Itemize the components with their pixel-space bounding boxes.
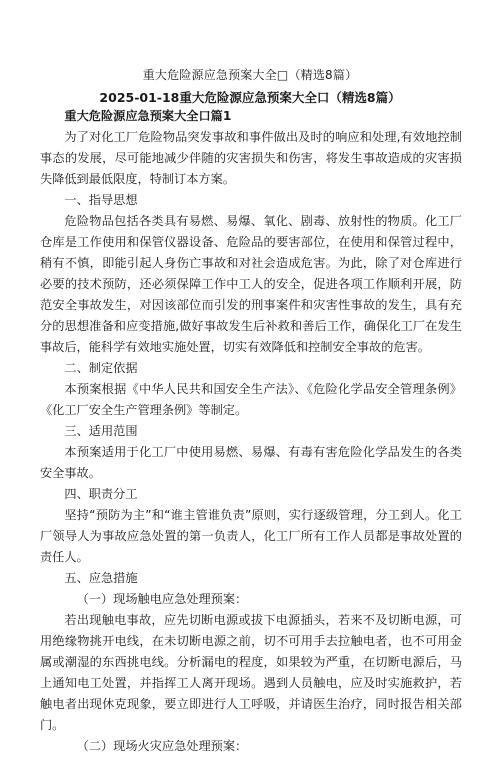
document-subtitle: 2025-01-18重大危险源应急预案大全口（精选8篇） — [99, 90, 401, 105]
paragraph: 为了对化工厂危险物品突发事故和事件做出及时的响应和处理,有效地控制事态的发展，尽可能地减少伴随的灾害损失和伤害，将发生事故造成的灾害损失降低到最低限度，特制订本方案。 — [40, 130, 462, 186]
paragraph: 危险物品包括各类具有易燃、易爆、氧化、剧毒、放射性的物质。化工厂仓库是工作使用和保管仪器设备、危险品的要害部位，在使用和保管过程中，稍有不慎，即能引起人身伤亡事故和对社会造成危害。为此，除了对仓库进行必要的技术预防，还必须保障工作中工人的安全，促进各项工作顺利开展，防范安全事故发生，对因该部位而引发的刑事案件和灾害性事故的发生，具有充分的思想准备和应变措施,做好事故发生后补救和善后工作，确保化工厂在发生事故后，能科学有效地实施处置，切实有效降低和控制安全事故的危害。 — [40, 214, 462, 354]
paragraph: 本预案适用于化工厂中使用易燃、易爆、有毒有害危险化学品发生的各类安全事故。 — [40, 445, 462, 480]
paragraph: 本预案根据《中华人民共和国安全生产法》、《危险化学品安全管理条例》《化工厂安全生产管理条例》等制定。 — [40, 382, 462, 417]
document-title: 重大危险源应急预案大全□（精选8篇） — [142, 68, 358, 82]
paragraph: 坚持“预防为主”和“谁主管谁负责”原则，实行逐级管理，分工到人。化工厂领导人为事故应急处置的第一负责人，化工厂所有工作人员都是事故处置的责任人。 — [40, 508, 462, 564]
paragraph: 四、职责分工 — [64, 487, 138, 501]
document-body — [40, 106, 462, 757]
paragraph: 一、指导思想 — [64, 193, 138, 207]
paragraph: 五、应急措施 — [64, 571, 138, 585]
paragraph: 若出现触电事故，应先切断电源或拔下电源插头，若来不及切断电源，可用绝缘物挑开电线，在未切断电源之前，切不可用手去拉触电者，也不可用金属或潮湿的东西挑电线。分析漏电的程度，如果较为严重，在切断电源后，马上通知电工处置，并指挥工人离开现场。遇到人员触电，应及时实施救护，若触电者出现休克现象，要立即进行人工呼吸，并请医生治疗，同时报告相关部门。 — [40, 613, 462, 732]
paragraph: 二、制定依据 — [64, 361, 138, 375]
paragraph: 三、适用范围 — [64, 424, 138, 438]
paragraph: （二）现场火灾应急处理预案： — [76, 739, 248, 753]
paragraph: 重大危险源应急预案大全口篇1 — [64, 109, 232, 123]
paragraph: （一）现场触电应急处理预案： — [76, 592, 248, 606]
